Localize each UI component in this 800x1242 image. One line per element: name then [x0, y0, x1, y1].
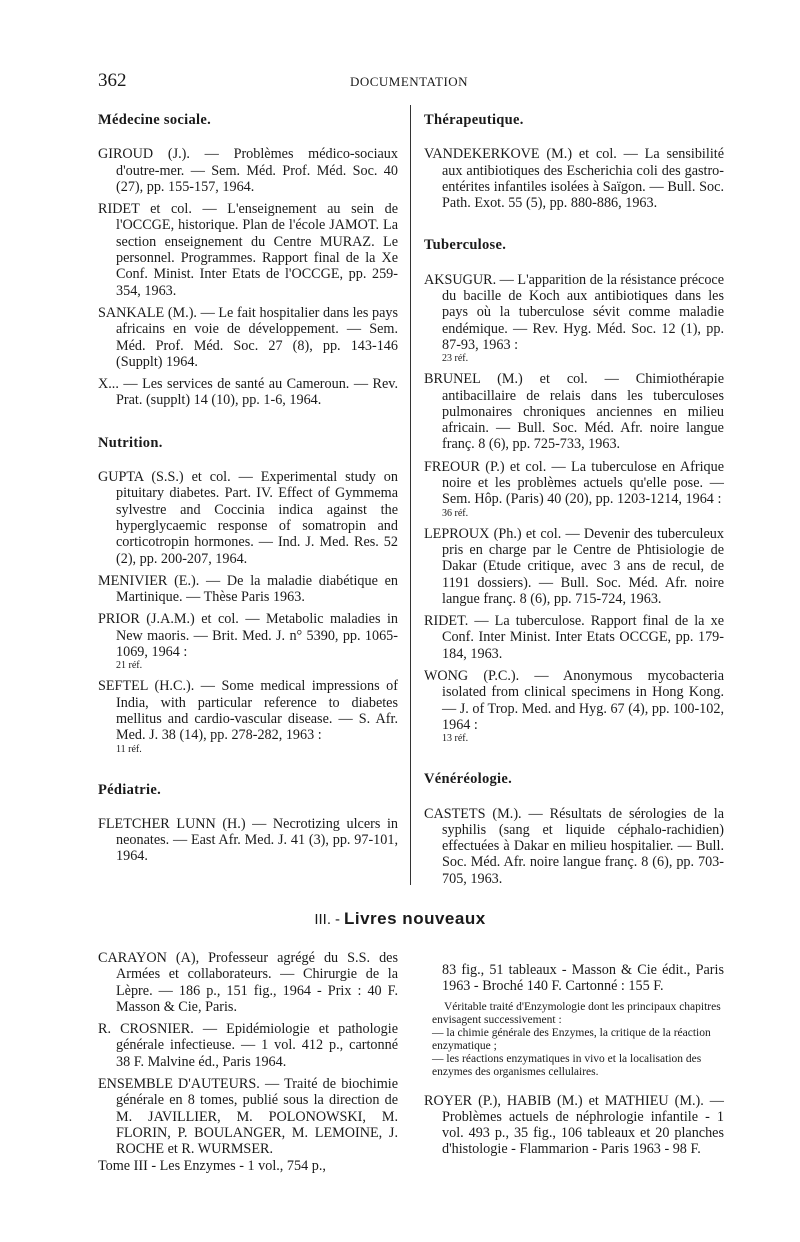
bib-entry: CASTETS (M.). — Résultats de sérologies de la syphilis (sang et liquide céphalo-rachidien) effectuées à Dakar en milieu hospitalier. — Bull. Soc. Méd. Afr. noire langue franç. 8 (6), pp. 703-705, 1963.	[424, 805, 724, 887]
reference-count: 36 réf.	[442, 507, 469, 519]
section-title-nutrition: Nutrition.	[98, 434, 163, 451]
page-number: 362	[98, 70, 127, 91]
section-title-pediatrie: Pédiatrie.	[98, 781, 161, 798]
bib-entry: RIDET et col. — L'enseignement au sein de l'OCCGE, historique. Plan de l'école JAMOT. La section enseignement du Centre MURAZ. Le personnel. Programmes. Rapport final de la Xe Conf. Minist. Inter Etats de l'OCCGE, pp. 259-354, 1963.	[98, 201, 398, 299]
bib-entry: X... — Les services de santé au Cameroun. — Rev. Prat. (supplt) 14 (10), pp. 1-6, 1964.	[98, 376, 398, 409]
section-title-medecine-sociale: Médecine sociale.	[98, 112, 212, 128]
reference-count: 13 réf.	[442, 733, 469, 745]
right-column	[424, 112, 724, 893]
bib-entry: BRUNEL (M.) et col. — Chimiothérapie antibacillaire de relais dans les tuberculoses pulmonaires chroniques anciennes en milieu africain. — Bull. Soc. Méd. Afr. noire langue franç. 8 (6), pp. 725-733, 1963.	[424, 371, 724, 453]
book-note	[424, 1001, 724, 1079]
bib-entry: SANKALE (M.). — Le fait hospitalier dans les pays africains en voie de développement. — Sem. Méd. Prof. Méd. Soc. 27 (8), pp. 143-146 (Supplt) 1964.	[98, 304, 398, 370]
part-title: Livres nouveaux	[344, 909, 486, 928]
bib-entry: MENIVIER (E.). — De la maladie diabétique en Martinique. — Thèse Paris 1963.	[98, 572, 398, 606]
bib-entry: GUPTA (S.S.) et col. — Experimental study on pituitary diabetes. Part. IV. Effect of Gymmema sylvestre and Coccinia indica against the hyperglycaemic response of somatropin and corticotropin hormones. — Ind. J. Med. Res. 52 (2), pp. 200-207, 1964.	[98, 469, 398, 567]
bib-entry: WONG (P.C.). — Anonymous mycobacteria isolated from clinical specimens in Hong Kong. — J. of Trop. Med. and Hyg. 67 (4), pp. 100-102, 1964 :	[424, 668, 724, 733]
bib-entry: GIROUD (J.). — Problèmes médico-sociaux d'outre-mer. — Sem. Méd. Prof. Méd. Soc. 40 (27), pp. 155-157, 1964.	[98, 146, 398, 195]
reference-count: 23 réf.	[442, 353, 469, 365]
part-number: III.	[314, 911, 331, 928]
book-entry: CARAYON (A), Professeur agrégé du S.S. des Armées et collaborateurs. — Chirurgie de la Lèpre. — 186 p., 151 fig., 1964 - Prix : 40 F. Masson & Cie, Paris.	[98, 950, 398, 1015]
bib-entry: AKSUGUR. — L'apparition de la résistance précoce du bacille de Koch aux antibiotiques dans les pays où la tuberculose sévit comme maladie endémique. — Rev. Hyg. Méd. Soc. 12 (1), pp. 87-93, 1963 :	[424, 271, 725, 353]
section-title-tuberculose: Tuberculose.	[424, 237, 507, 254]
bib-entry: SEFTEL (H.C.). — Some medical impressions of India, with particular reference to diabetes mellitus and cardio-vascular disease. — S. Afr. Med. J. 38 (14), pp. 278-282, 1963 :	[98, 678, 398, 744]
note-line: — la chimie générale des Enzymes, la critique de la réaction enzymatique ;	[432, 1026, 711, 1052]
bib-entry: FREOUR (P.) et col. — La tuberculose en Afrique noire et les problèmes actuels qu'elle pose. — Sem. Hôp. (Paris) 40 (20), pp. 1203-1214, 1964 :	[424, 458, 724, 508]
bib-entry: VANDEKERKOVE (M.) et col. — La sensibilité aux antibiotiques des Escherichia coli des gastro-entérites infantiles isolées à Saïgon. — Bull. Soc. Path. Exot. 55 (5), pp. 880-886, 1963.	[424, 146, 724, 212]
note-line: — les réactions enzymatiques in vivo et la localisation des enzymes des organismes cellulaires.	[432, 1052, 702, 1078]
part-separator: -	[335, 911, 340, 928]
reference-count: 21 réf.	[116, 660, 143, 672]
section-title-venereologie: Vénéréologie.	[424, 771, 513, 788]
book-entry-continued: Tome III - Les Enzymes - 1 vol., 754 p.,	[98, 1157, 326, 1174]
column-divider	[410, 105, 411, 885]
note-line: Véritable traité d'Enzymologie dont les principaux chapitres envisagent successivement :	[432, 1000, 721, 1026]
section-title-therapeutique: Thérapeutique.	[424, 112, 524, 128]
reference-count: 11 réf.	[116, 743, 142, 755]
running-head: DOCUMENTATION	[349, 74, 469, 89]
books-right-column	[424, 962, 724, 1164]
bib-entry: RIDET. — La tuberculose. Rapport final de la xe Conf. Inter Minist. Inter Etats OCCGE, pp. 179-184, 1963.	[424, 613, 724, 662]
book-entry: ENSEMBLE D'AUTEURS. — Traité de biochimie générale en 8 tomes, publié sous la direction de M. JAVILLIER, M. POLONOWSKI, M. FLORIN, P. BOULANGER, M. LEMOINE, J. ROCHE et R. WURMSER.	[98, 1076, 398, 1158]
book-entry-continued: 83 fig., 51 tableaux - Masson & Cie édit., Paris 1963 - Broché 140 F. Cartonné : 155 F.	[442, 962, 724, 995]
books-left-column	[98, 950, 398, 1180]
bib-entry: FLETCHER LUNN (H.) — Necrotizing ulcers in neonates. — East Afr. Med. J. 41 (3), pp. 97-101, 1964.	[98, 815, 398, 865]
bib-entry: PRIOR (J.A.M.) et col. — Metabolic maladies in New maoris. — Brit. Med. J. n° 5390, pp. 1065-1069, 1964 :	[98, 611, 398, 661]
book-entry: ROYER (P.), HABIB (M.) et MATHIEU (M.). — Problèmes actuels de néphrologie infantile - 1 vol. 493 p., 35 fig., 106 tableaux et 20 planches d'histologie - Flammarion - Paris 1963 - 98 F.	[424, 1092, 724, 1158]
bib-entry: LEPROUX (Ph.) et col. — Devenir des tuberculeux pris en charge par le Centre de Phtisiologie de Dakar (Etude critique, avec 3 ans de recul, de 1191 dossiers). — Bull. Soc. Méd. Afr. noire langue franç. 8 (6), pp. 715-724, 1963.	[424, 525, 724, 607]
book-entry: R. CROSNIER. — Epidémiologie et pathologie générale infectieuse. — 1 vol. 412 p., cartonné 38 F. Malvine éd., Paris 1964.	[98, 1021, 398, 1070]
page-header	[98, 70, 720, 98]
part-heading	[0, 909, 800, 929]
left-column	[98, 112, 398, 871]
